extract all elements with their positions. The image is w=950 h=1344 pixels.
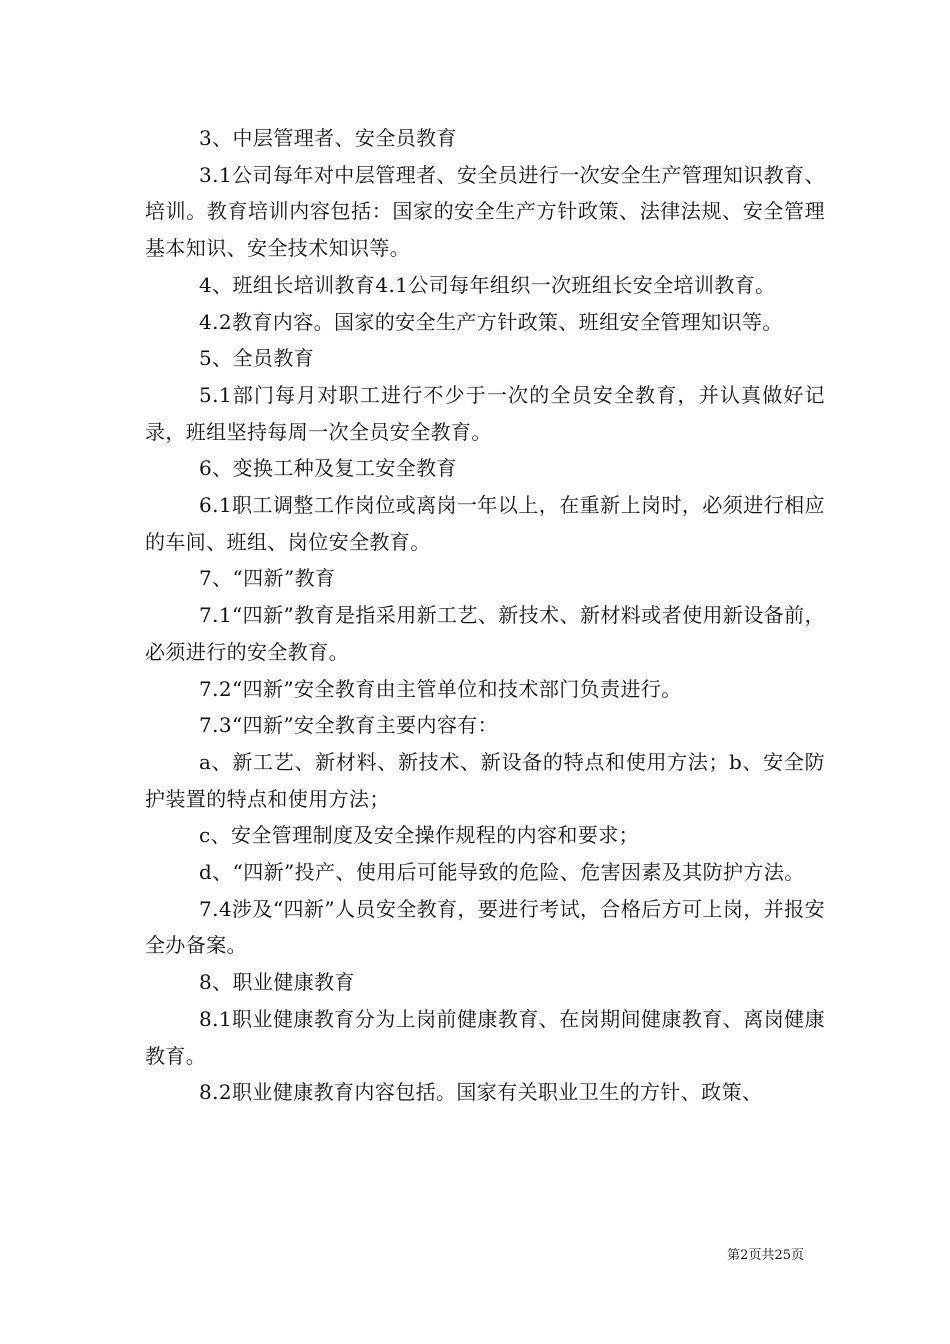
heading-8-occupational-health: 8、职业健康教育	[199, 970, 355, 995]
paragraph-3-1: 3.1公司每年对中层管理者、安全员进行一次安全生产管理知识教育、培训。教育培训内容包括：国家的安全生产方针政策、法律法规、安全管理基本知识、安全技术知识等。	[145, 162, 825, 261]
list-item-a-b: a、新工艺、新材料、新技术、新设备的特点和使用方法；b、安全防护装置的特点和使用方法；	[145, 749, 825, 811]
paragraph-4-2: 4.2教育内容。国家的安全生产方针政策、班组安全管理知识等。	[199, 309, 783, 334]
list-item-d: d、“四新”投产、使用后可能导致的危险、危害因素及其防护方法。	[199, 860, 805, 885]
paragraph-7-3: 7.3“四新”安全教育主要内容有：	[199, 713, 499, 738]
page-number: 第2页共25页	[727, 1248, 804, 1263]
paragraph-8-2: 8.2职业健康教育内容包括。国家有关职业卫生的方针、政策、	[199, 1080, 763, 1105]
paragraph-5-1: 5.1部门每月对职工进行不少于一次的全员安全教育，并认真做好记录，班组坚持每周一次全员安全教育。	[145, 382, 825, 444]
list-item-c: c、安全管理制度及安全操作规程的内容和要求；	[199, 823, 640, 848]
heading-4-team-leader-training: 4、班组长培训教育4.1公司每年组织一次班组长安全培训教育。	[199, 272, 776, 297]
paragraph-8-1: 8.1职业健康教育分为上岗前健康教育、在岗期间健康教育、离岗健康教育。	[145, 1006, 825, 1068]
paragraph-7-1: 7.1“四新”教育是指采用新工艺、新技术、新材料或者使用新设备前，必须进行的安全教育。	[145, 603, 825, 664]
heading-7-four-new: 7、“四新”教育	[199, 566, 336, 591]
document-body	[145, 120, 825, 1111]
heading-5-all-staff: 5、全员教育	[199, 346, 315, 371]
paragraph-7-2: 7.2“四新”安全教育由主管单位和技术部门负责进行。	[199, 676, 682, 701]
heading-6-job-change: 6、变换工种及复工安全教育	[199, 456, 457, 481]
paragraph-6-1: 6.1职工调整工作岗位或离岗一年以上，在重新上岗时，必须进行相应的车间、班组、岗位安全教育。	[145, 493, 825, 554]
paragraph-7-4: 7.4涉及“四新”人员安全教育，要进行考试，合格后方可上岗，并报安全办备案。	[145, 896, 825, 958]
heading-3-middle-managers: 3、中层管理者、安全员教育	[199, 126, 457, 150]
